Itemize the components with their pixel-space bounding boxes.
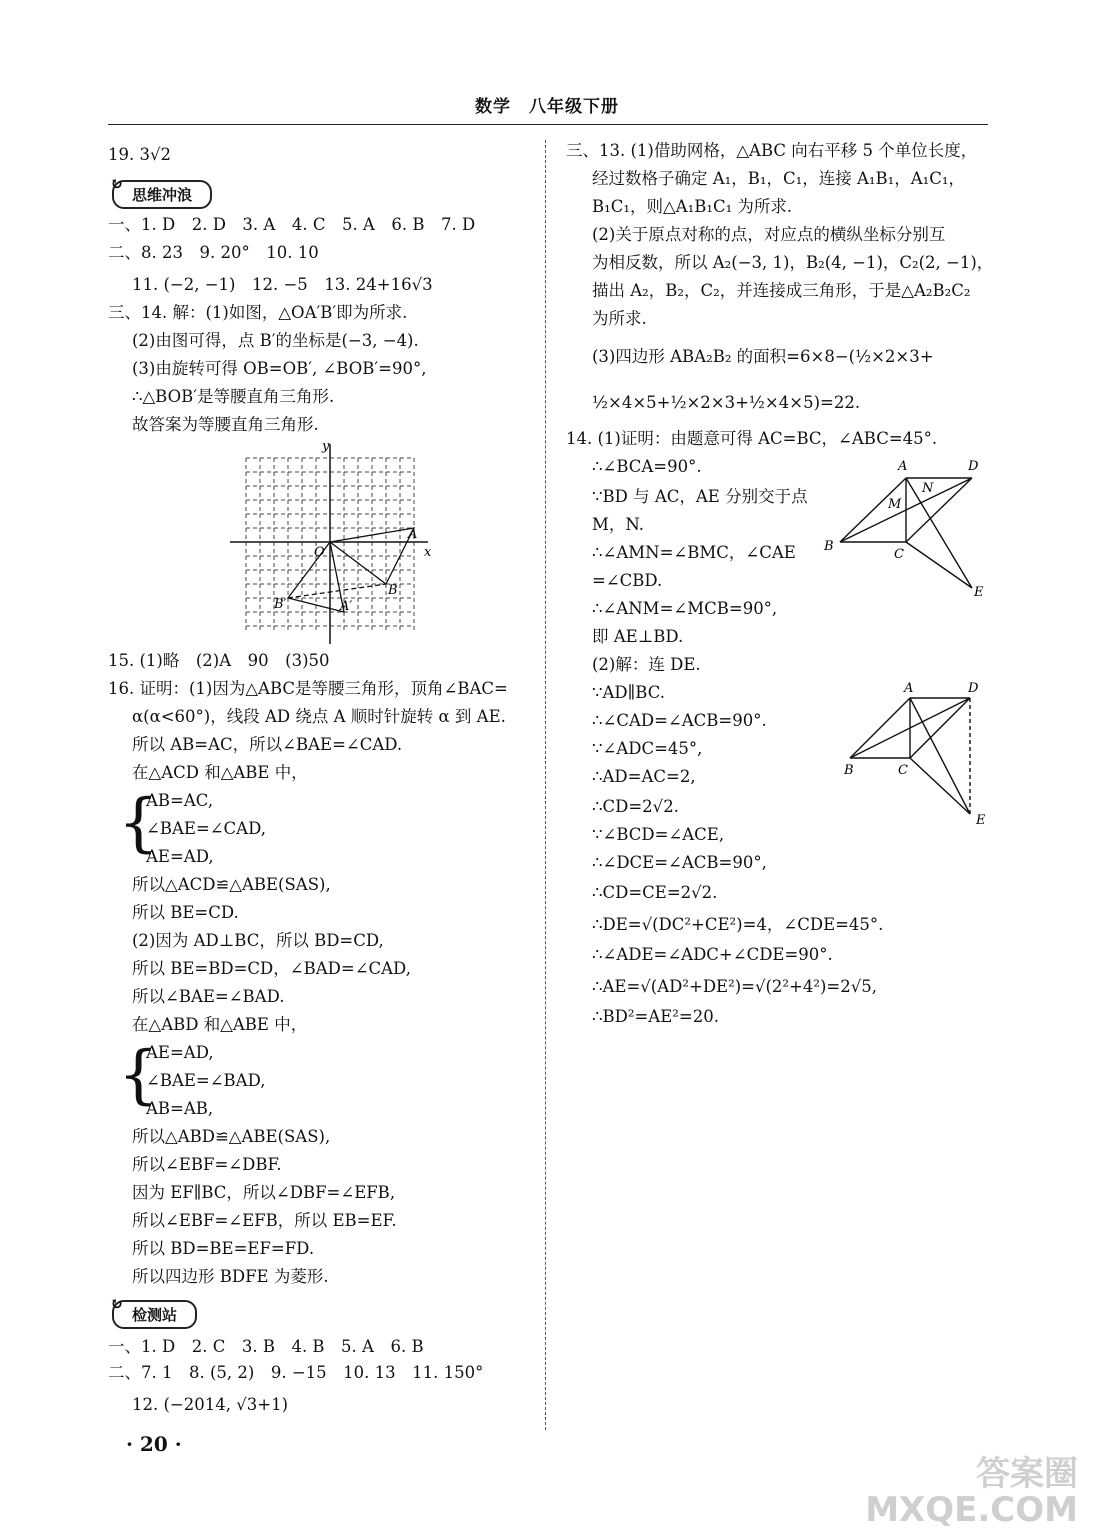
answer-line: 描出 A₂，B₂，C₂，并连接成三角形，于是△A₂B₂C₂	[592, 281, 971, 300]
point-aprime-label: A′	[340, 599, 353, 614]
answer-line: ∴AD=AC=2,	[592, 767, 696, 786]
answer-line: 所以 BE=BD=CD，∠BAD=∠CAD,	[132, 959, 411, 978]
answer-line: (2)解：连 DE.	[592, 655, 701, 674]
answer-line: 因为 EF∥BC，所以∠DBF=∠EFB,	[132, 1183, 396, 1202]
label-m: M	[888, 497, 902, 512]
badge-check: ↻ 检测站	[112, 1300, 197, 1329]
curl-arrow-icon: ↻	[110, 174, 124, 193]
answer-line: 经过数格子确定 A₁，B₁，C₁，连接 A₁B₁，A₁C₁，	[592, 169, 966, 188]
answer-line: ∠BAE=∠CAD,	[146, 819, 266, 838]
answer-line: 一、1. D 2. D 3. A 4. C 5. A 6. B 7. D	[108, 215, 476, 234]
answer-line: (2)因为 AD⊥BC，所以 BD=CD,	[132, 931, 384, 950]
answer-line: 二、7. 1 8. (5, 2) 9. −15 10. 13 11. 150°	[108, 1363, 484, 1382]
answer-line: 故答案为等腰直角三角形.	[132, 415, 319, 434]
answer-line: (3)由旋转可得 OB=OB′, ∠BOB′=90°,	[132, 359, 427, 378]
origin-label: O	[314, 545, 325, 560]
answer-line: ½×4×5+½×2×3+½×4×5)=22.	[592, 393, 861, 412]
point-a-label: A	[408, 527, 418, 542]
answer-line: ∴CD=2√2.	[592, 797, 679, 816]
label-a: A	[904, 681, 914, 696]
answer-line: ∵∠ADC=45°,	[592, 739, 703, 758]
answer-line: ∴BD²=AE²=20.	[592, 1007, 719, 1026]
answer-line: ∴∠BCA=90°.	[592, 457, 702, 476]
answer-line: 二、8. 23 9. 20° 10. 10	[108, 243, 319, 262]
answer-line: (3)四边形 ABA₂B₂ 的面积=6×8−(½×2×3+	[592, 347, 934, 366]
answer-line: ∴DE=√(DC²+CE²)=4，∠CDE=45°.	[592, 915, 884, 934]
label-d: D	[968, 681, 979, 696]
answer-line: AE=AD,	[146, 1043, 214, 1062]
answer-line: ∴AE=√(AD²+DE²)=√(2²+4²)=2√5,	[592, 977, 877, 996]
answer-15: 15. (1)略 (2)A 90 (3)50	[108, 651, 330, 670]
answer-line: 所以△ABD≌△ABE(SAS),	[132, 1127, 331, 1146]
answer-line: 所以 BD=BE=EF=FD.	[132, 1239, 315, 1258]
brace: {	[118, 1038, 159, 1112]
curl-arrow-icon: ↻	[110, 1294, 124, 1313]
answer-line: ∵∠BCD=∠ACE,	[592, 825, 725, 844]
answer-line: (2)关于原点对称的点，对应点的横纵坐标分别互	[592, 225, 946, 244]
label-a: A	[898, 459, 908, 474]
answer-line: 所以四边形 BDFE 为菱形.	[132, 1267, 329, 1286]
brace: {	[118, 786, 159, 860]
answer-line: 16. 证明：(1)因为△ABC是等腰三角形，顶角∠BAC=	[108, 679, 508, 698]
label-e: E	[976, 813, 986, 828]
label-c: C	[894, 547, 904, 562]
label-d: D	[968, 459, 979, 474]
answer-line: ∴∠ANM=∠MCB=90°,	[592, 599, 778, 618]
answer-line: 即 AE⊥BD.	[592, 627, 684, 646]
label-n: N	[922, 481, 934, 496]
answer-line: 所以∠EBF=∠EFB，所以 EB=EF.	[132, 1211, 397, 1230]
answer-line: ∴△BOB′是等腰直角三角形.	[132, 387, 335, 406]
answer-line: 所以 AB=AC，所以∠BAE=∠CAD.	[132, 735, 403, 754]
answer-line: 为所求.	[592, 309, 647, 328]
answer-line: B₁C₁，则△A₁B₁C₁ 为所求.	[592, 197, 793, 216]
answer-line: ∴∠AMN=∠BMC，∠CAE	[592, 543, 796, 562]
y-axis-label: y	[322, 439, 330, 454]
answer-line: 12. (−2014, √3+1)	[132, 1395, 289, 1414]
answer-line: (2)由图可得，点 B′的坐标是(−3, −4).	[132, 331, 419, 350]
badge-thinking: ↻ 思维冲浪	[112, 180, 212, 209]
answer-line: ∵BD 与 AC，AE 分别交于点	[592, 487, 808, 506]
answer-line: 11. (−2, −1) 12. −5 13. 24+16√3	[132, 275, 433, 294]
answer-line: M，N.	[592, 515, 645, 534]
answer-line: α(α<60°)，线段 AD 绕点 A 顺时针旋转 α 到 AE.	[132, 707, 506, 726]
answer-line: 所以∠EBF=∠DBF.	[132, 1155, 282, 1174]
answer-line: ∠BAE=∠BAD,	[146, 1071, 266, 1090]
answer-line: 一、1. D 2. C 3. B 4. B 5. A 6. B	[108, 1337, 424, 1356]
answer-line: ∵AD∥BC.	[592, 683, 665, 702]
answer-line: 所以△ACD≌△ABE(SAS),	[132, 875, 331, 894]
answer-line: ∴∠DCE=∠ACB=90°,	[592, 853, 767, 872]
answer-line: =∠CBD.	[592, 571, 663, 590]
x-axis-label: x	[424, 545, 432, 560]
header-rule	[108, 124, 988, 125]
answer-line: 三、14. 解：(1)如图，△OA′B′即为所求.	[108, 303, 408, 322]
label-b: B	[844, 763, 854, 778]
label-b: B	[824, 539, 834, 554]
answer-line: 14. (1)证明：由题意可得 AC=BC，∠ABC=45°.	[566, 429, 938, 448]
answer-line: 所以 BE=CD.	[132, 903, 239, 922]
answer-line: 为相反数，所以 A₂(−3, 1)，B₂(4, −1)，C₂(2, −1)，	[592, 253, 994, 272]
column-divider	[545, 140, 546, 1430]
watermark-logo: 答案圈 MXQE.COM	[865, 1454, 1078, 1530]
answer-line: 所以∠BAE=∠BAD.	[132, 987, 285, 1006]
point-bprime-label: B′	[274, 597, 287, 612]
label-c: C	[898, 763, 908, 778]
answer-line: ∴CD=CE=2√2.	[592, 883, 718, 902]
answer-line: ∴∠ADE=∠ADC+∠CDE=90°.	[592, 945, 833, 964]
geometry-figure-1	[818, 456, 994, 600]
geometry-figure-2	[838, 678, 998, 828]
point-b-label: B	[388, 583, 398, 598]
answer-19: 19. 3√2	[108, 145, 171, 164]
grid-figure	[228, 438, 448, 648]
page-header: 数学 八年级下册	[475, 97, 619, 117]
page-number: · 20 ·	[126, 1432, 182, 1456]
answer-line: AB=AC,	[146, 791, 214, 810]
answer-line: 在△ACD 和△ABE 中，	[132, 763, 308, 782]
answer-line: 在△ABD 和△ABE 中，	[132, 1015, 308, 1034]
answer-line: AE=AD,	[146, 847, 214, 866]
answer-line: 三、13. (1)借助网格，△ABC 向右平移 5 个单位长度，	[566, 141, 978, 160]
label-e: E	[974, 585, 984, 600]
answer-line: AB=AB,	[146, 1099, 214, 1118]
answer-line: ∴∠CAD=∠ACB=90°.	[592, 711, 767, 730]
